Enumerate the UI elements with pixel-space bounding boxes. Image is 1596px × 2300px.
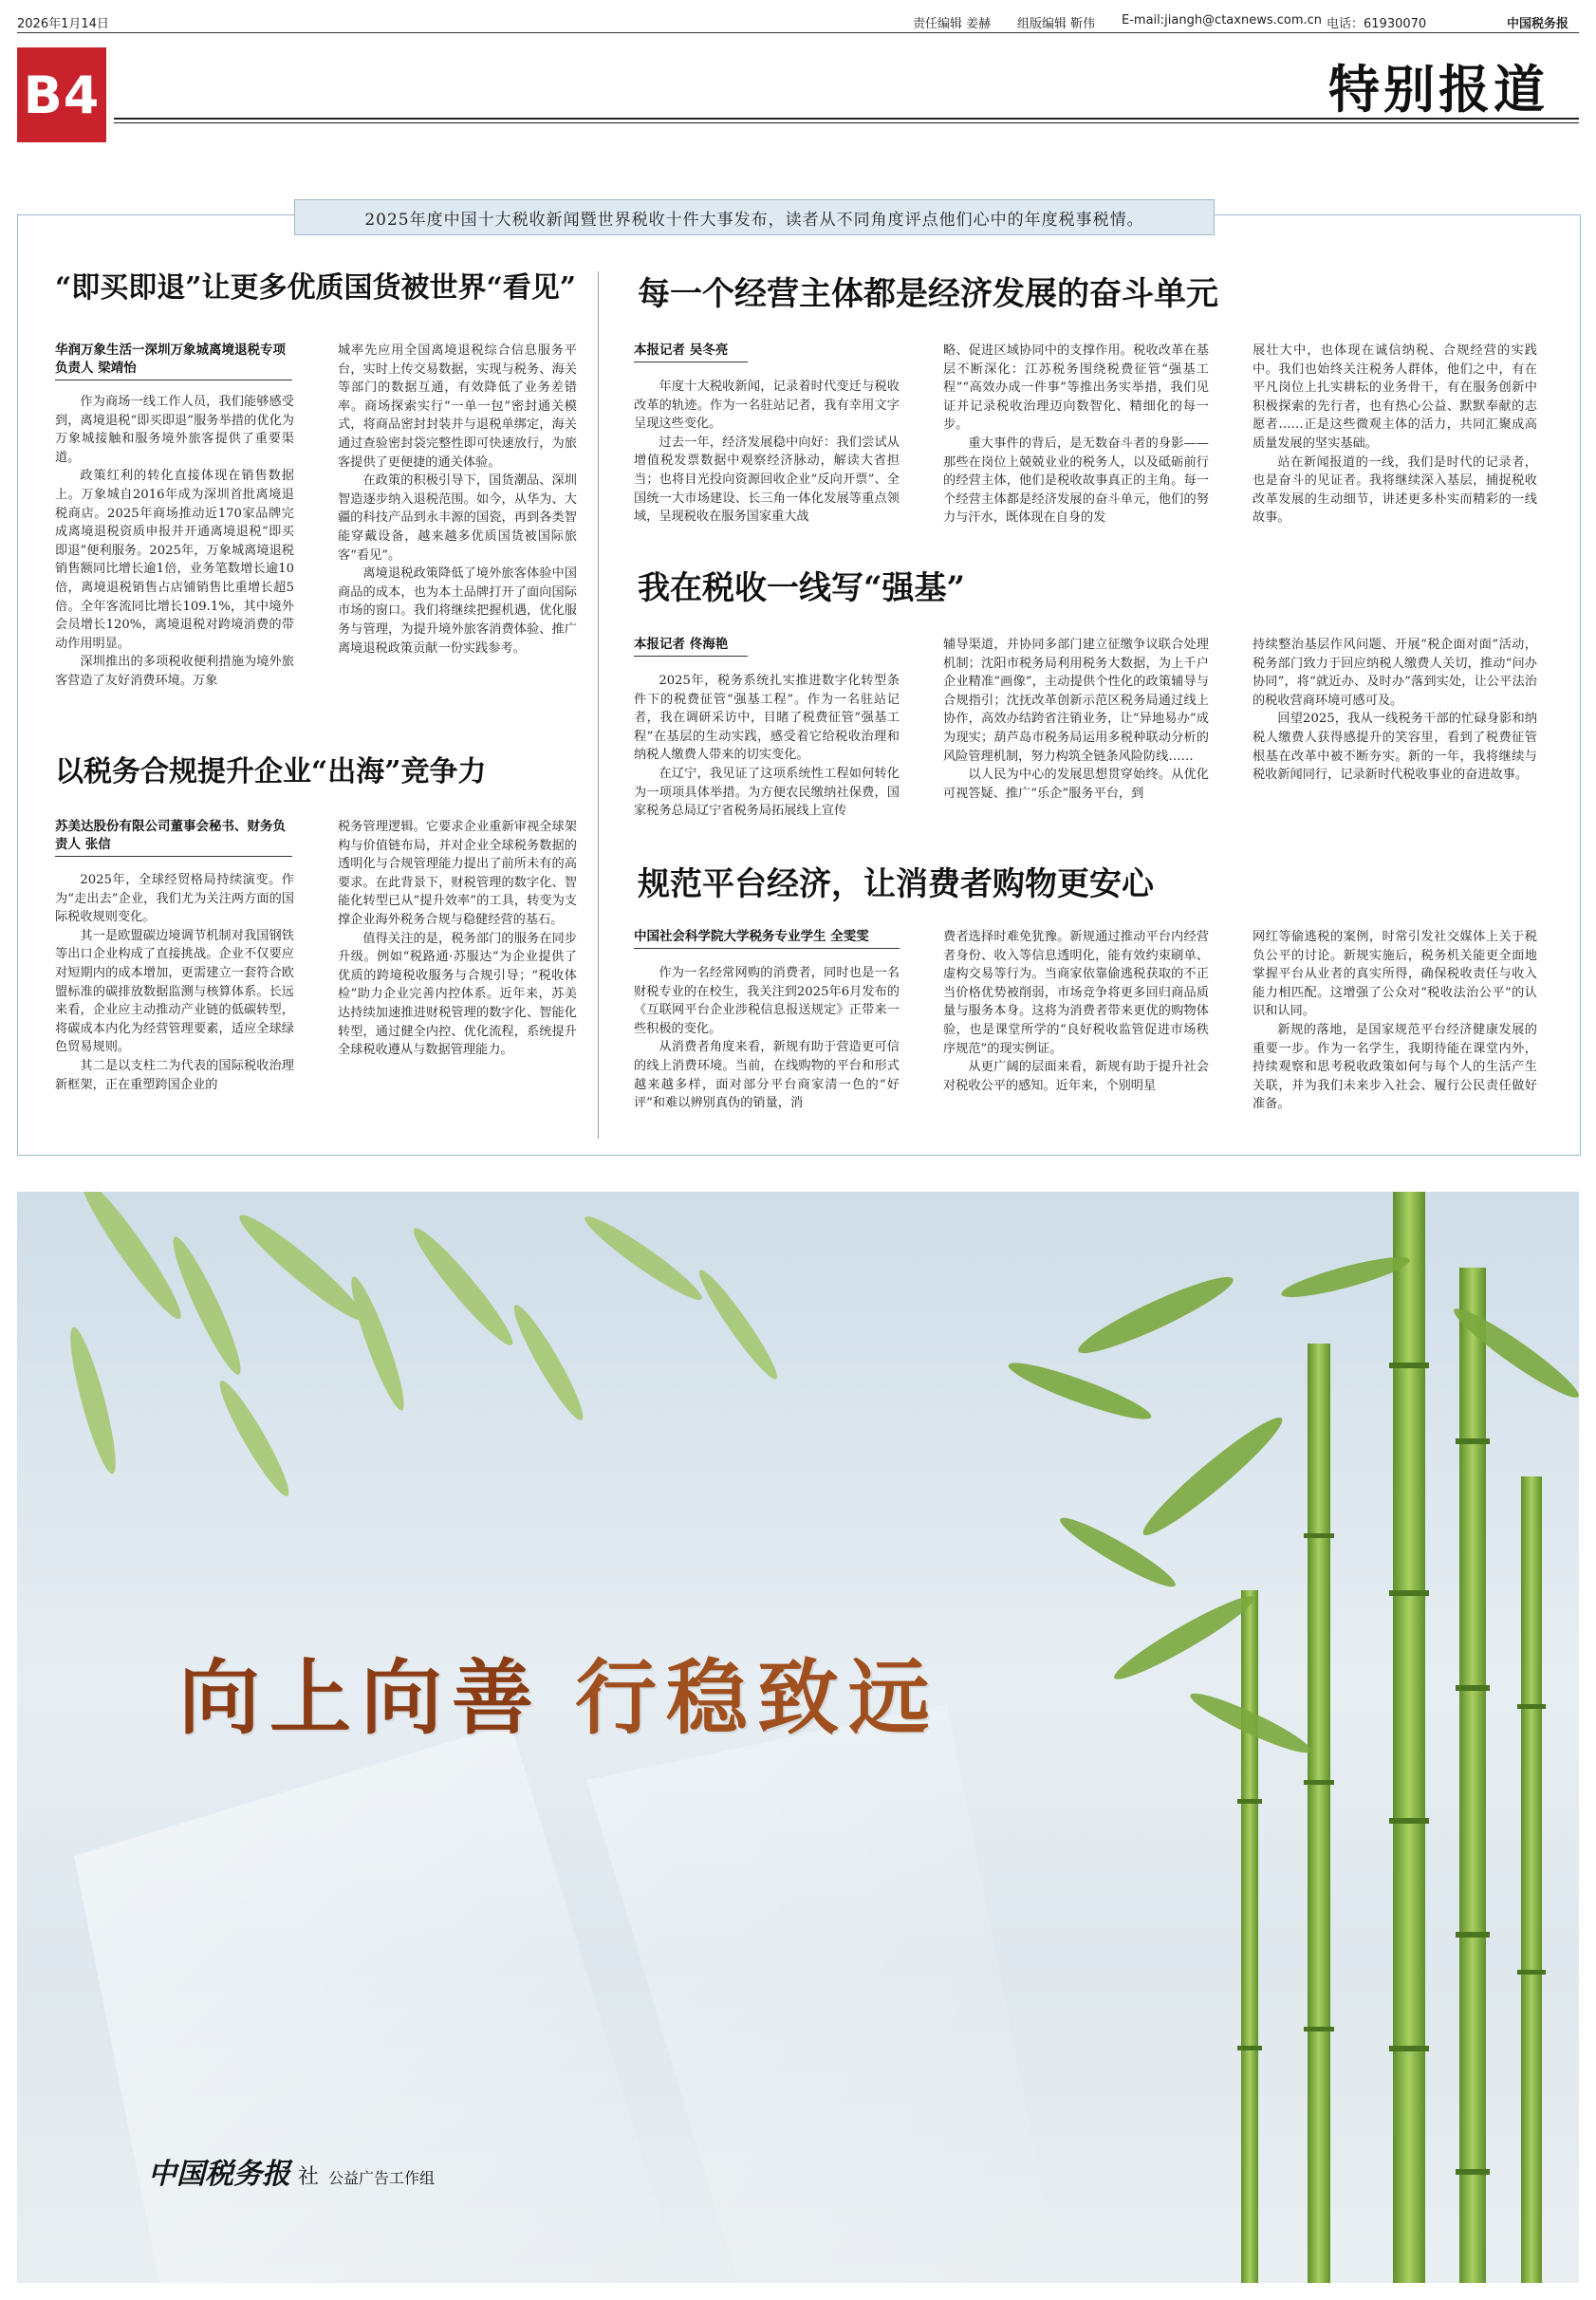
paragraph: 深圳推出的多项税收便利措施为境外旅客营造了友好消费环境。万象 [55, 655, 294, 688]
paragraph: 2025年，全球经贸格局持续演变。作为“走出去”企业，我们尤为关注两方面的国际税收规则变化。 [55, 873, 294, 925]
article-1-byline: 华润万象生活一深圳万象城离境退税专项负责人 梁靖怡 [55, 342, 292, 380]
poster-slogan [178, 1632, 939, 1750]
issue-date: 2026年1月14日 [17, 17, 109, 31]
paragraph: 网红等偷逃税的案例，时常引发社交媒体上关于税负公平的讨论。新规实施后，税务机关能更全面地掌握平台从业者的真实所得，确保税收责任与收入能力相匹配。这增强了公众对“税收法治公平”的认识和认同。 [1253, 930, 1537, 1019]
paragraph: 作为商场一线工作人员，我们能够感受到，离境退税“即买即退”服务举措的优化为万象城接触和服务境外旅客提供了重要渠道。 [55, 395, 294, 465]
article-2-byline: 苏美达股份有限公司董事会秘书、财务负责人 张信 [55, 818, 292, 857]
paragraph: 过去一年，经济发展稳中向好：我们尝试从增值税发票数据中观察经济脉动，解读大省担当；也将目光投向资源回收企业“反向开票”、全国统一大市场建设、长三角一体化发展等重点领域，呈现税收在服务国家重大战 [634, 435, 900, 525]
paragraph: 新规的落地，是国家规范平台经济健康发展的重要一步。作为一名学生，我期待能在课堂内外，持续观察和思考税收政策如何与每个人的生活产生关联，并为我们未来步入社会、履行公民责任做好准备。 [1253, 1022, 1537, 1112]
article-2-column-2 [338, 818, 577, 1060]
paragraph: 以人民为中心的发展思想贯穿始终。从优化可视答疑、推广“乐企”服务平台，到 [943, 768, 1209, 801]
masthead-divider [17, 32, 1579, 33]
paragraph: 辅导渠道，并协同多部门建立征缴争议联合处理机制；沈阳市税务局利用税务大数据，为上千户企业精准“画像”，主动提供个性化的政策辅导与合规指引；沈抚改革创新示范区税务局通过线上协作，高效办结跨省注销业务，让“异地易办”成为现实；葫芦岛市税务局运用多税种联动分析的风险管理机制，努力构筑全链条风险防线…… [943, 638, 1209, 764]
publisher-logo: 中国税务报 [148, 2158, 290, 2191]
article-5-column-3 [1253, 928, 1537, 1114]
paragraph: 在政策的积极引导下，国货潮品、深圳智造逐步纳入退税范围。如今，从华为、大疆的科技产品到永丰源的国瓷，再到各类智能穿戴设备，越来越多优质国货被国际旅客“看见”。 [338, 473, 577, 563]
paragraph: 站在新闻报道的一线，我们是时代的记录者，也是奋斗的见证者。我将继续深入基层，捕捉税收改革发展的生动细节，讲述更多朴实而精彩的一线故事。 [1253, 454, 1537, 526]
paragraph: 年度十大税收新闻，记录着时代变迁与税收改革的轨迹。作为一名驻站记者，我有幸用文字呈现这些变化。 [634, 380, 900, 432]
article-1-column-2 [338, 342, 577, 658]
article-5-column-1 [634, 964, 900, 1113]
article-4-headline: 我在税收一线写“强基” [638, 569, 966, 607]
paper-name: 中国税务报 [1507, 17, 1569, 31]
article-5-byline: 中国社会科学院大学税务专业学生 全雯雯 [634, 928, 900, 949]
paragraph: 费者选择时难免犹豫。新规通过推动平台内经营者身份、收入等信息透明化，能有效约束刷单、虚构交易等行为。当商家依靠偷逃税获取的不正当价格优势被削弱，市场竞争将更多回归商品质量与服务本身。这将为消费者带来更优的购物体验，也是课堂所学的“良好税收监管促进市场秩序规范”的现实例证。 [943, 930, 1209, 1056]
article-3-column-2 [943, 342, 1209, 528]
intro-banner: 2025年度中国十大税收新闻暨世界税收十件大事发布，读者从不同角度评点他们心中的年度税事税情。 [294, 199, 1215, 235]
article-3-headline: 每一个经营主体都是经济发展的奋斗单元 [638, 275, 1218, 313]
article-1-column-1 [55, 393, 294, 691]
editor-email[interactable]: E-mail:jiangh@ctaxnews.com.cn [1122, 13, 1323, 28]
paragraph: 政策红利的转化直接体现在销售数据上。万象城自2016年成为深圳首批离境退税商店。2025年商场推动近170家品牌完成离境退税资质申报并开通离境退税“即买即退”便利服务。2025年，万象城离境退税销售额同比增长逾1倍，业务笔数增长逾10倍，离境退税销售占店铺销售比重增长超5倍。全年客流同比增长109.1%，其中境外会员增长120%，离境退税对跨境消费的带动作用明显。 [55, 469, 294, 651]
paragraph: 其二是以支柱二为代表的国际税收治理新框架，正在重塑跨国企业的 [55, 1058, 294, 1092]
paragraph: 税务管理逻辑。它要求企业重新审视全球架构与价值链布局，并对企业全球税务数据的透明化与合规管理能力提出了前所未有的高要求。在此背景下，财税管理的数字化、智能化转型已从“提升效率”的工具，转变为支撑企业海外税务合规与稳健经营的基石。 [338, 820, 577, 927]
editor-phone: 电话：61930070 [1327, 17, 1427, 31]
article-5-column-2 [943, 928, 1209, 1095]
paragraph: 从消费者角度来看，新规有助于营造更可信的线上消费环境。当前，在线购物的平台和形式越来越多样，面对部分平台商家清一色的“好评”和难以辨别真伪的销量，消 [634, 1040, 900, 1111]
paragraph: 持续整治基层作风问题、开展“税企面对面”活动，税务部门致力于回应纳税人缴费人关切，推动“问办协同”，将“就近办、及时办”落到实处，让公平法治的税收营商环境可感可及。 [1253, 638, 1537, 708]
article-4-column-1 [634, 672, 900, 821]
layout-editor-credit: 组版编辑 靳伟 [1017, 17, 1096, 31]
paragraph: 2025年，税务系统扎实推进数字化转型条件下的税费征管“强基工程”。作为一名驻站记者，我在调研采访中，目睹了税费征管“强基工程”在基层的生动实践，感受着它给税收治理和纳税人缴费人带来的切实变化。 [634, 674, 900, 763]
editor-credit: 责任编辑 姜赫 [913, 17, 992, 31]
paragraph: 城率先应用全国离境退税综合信息服务平台，实时上传交易数据，实现与税务、海关等部门的数据互通，有效降低了业务差错率。商场探索实行“一单一包”密封通关模式，将商品密封封装并与退税单绑定，海关通过查验密封袋完整性即可快速放行，为旅客提供了更便捷的通关体验。 [338, 343, 577, 470]
column-divider [598, 271, 599, 1139]
article-4-byline: 本报记者 佟海艳 [634, 636, 748, 657]
paragraph: 值得关注的是，税务部门的服务在同步升级。例如“税路通·苏服达”为企业提供了优质的跨境税收服务与合规引导；“税收体检”助力企业完善内控体系。近年来，苏美达持续加速推进财税管理的数字化、智能化转型，通过健全内控、优化流程，系统提升全球税收遵从与数据管理能力。 [338, 931, 577, 1058]
section-title: 特别报道 [1328, 59, 1549, 120]
paragraph: 从更广阔的层面来看，新规有助于提升社会对税收公平的感知。近年来，个别明星 [943, 1060, 1209, 1093]
article-3-byline: 本报记者 吴冬亮 [634, 342, 748, 362]
paragraph: 在辽宁，我见证了这项系统性工程如何转化为一项项具体举措。为方便农民缴纳社保费，国家税务总局辽宁省税务局拓展线上宣传 [634, 766, 900, 819]
article-5-headline: 规范平台经济，让消费者购物更安心 [638, 865, 1154, 903]
publisher-suffix: 社 [298, 2165, 320, 2189]
article-4-column-3 [1253, 636, 1537, 785]
header-rule [114, 118, 1579, 120]
paragraph: 略、促进区域协同中的支撑作用。税收改革在基层不断深化：江苏税务围绕税费征管“强基工程”“高效办成一件事”等推出务实举措，我们见证并记录税收治理迈向数智化、精细化的每一步。 [943, 343, 1209, 433]
public-service-ad [17, 1192, 1579, 2283]
poster-credit [148, 2150, 435, 2192]
page-number: B4 [17, 47, 106, 142]
paragraph: 其一是欧盟碳边境调节机制对我国钢铁等出口企业构成了直接挑战。企业不仅要应对短期内的成本增加，更需建立一套符合欧盟标准的碳排放数据监测与核算体系。长远来看，企业应主动推动产业链的低碳转型，将碳成本内化为经营管理要素，适应全球绿色贸易规则。 [55, 928, 294, 1055]
slogan-part-1: 向上向善 [178, 1650, 543, 1746]
article-2-headline: 以税务合规提升企业“出海”竞争力 [55, 755, 487, 788]
article-2-column-1 [55, 871, 294, 1094]
paragraph: 展壮大中，也体现在诚信纳税、合规经营的实践中。我们也始终关注税务人群体，他们之中，有在平凡岗位上扎实耕耘的业务骨干，有在服务创新中积极探索的先行者，也有热心公益、默默奉献的志愿者……正是这些微观主体的活力，共同汇聚成高质量发展的坚实基础。 [1253, 343, 1537, 451]
paragraph: 离境退税政策降低了境外旅客体验中国商品的成本，也为本土品牌打开了面向国际市场的窗口。我们将继续把握机遇，优化服务与管理，为提升境外旅客消费体验、推广离境退税政策贡献一份实践参考。 [338, 566, 577, 656]
slogan-part-2: 行稳致远 [575, 1650, 939, 1746]
publisher-group: 公益广告工作组 [328, 2169, 436, 2187]
paragraph: 回望2025，我从一线税务干部的忙碌身影和纳税人缴费人获得感提升的笑容里，看到了税费征管根基在改革中被不断夯实。新的一年，我将继续与税收新闻同行，记录新时代税收事业的奋进故事。 [1253, 712, 1537, 783]
article-3-column-1 [634, 378, 900, 527]
paragraph: 作为一名经常网购的消费者，同时也是一名财税专业的在校生，我关注到2025年6月发布的《互联网平台企业涉税信息报送规定》正带来一些积极的变化。 [634, 966, 900, 1036]
article-1-headline: “即买即退”让更多优质国货被世界“看见” [55, 271, 577, 305]
header-rule-thin [114, 122, 1579, 123]
article-3-column-3 [1253, 342, 1537, 528]
paragraph: 重大事件的背后，是无数奋斗者的身影——那些在岗位上兢兢业业的税务人，以及砥砺前行的经营主体，他们是税收故事真正的主角。每一个经营主体都是经济发展的奋斗单元，他们的努力与汗水，既体现在自身的发 [943, 436, 1209, 526]
article-4-column-2 [943, 636, 1209, 803]
